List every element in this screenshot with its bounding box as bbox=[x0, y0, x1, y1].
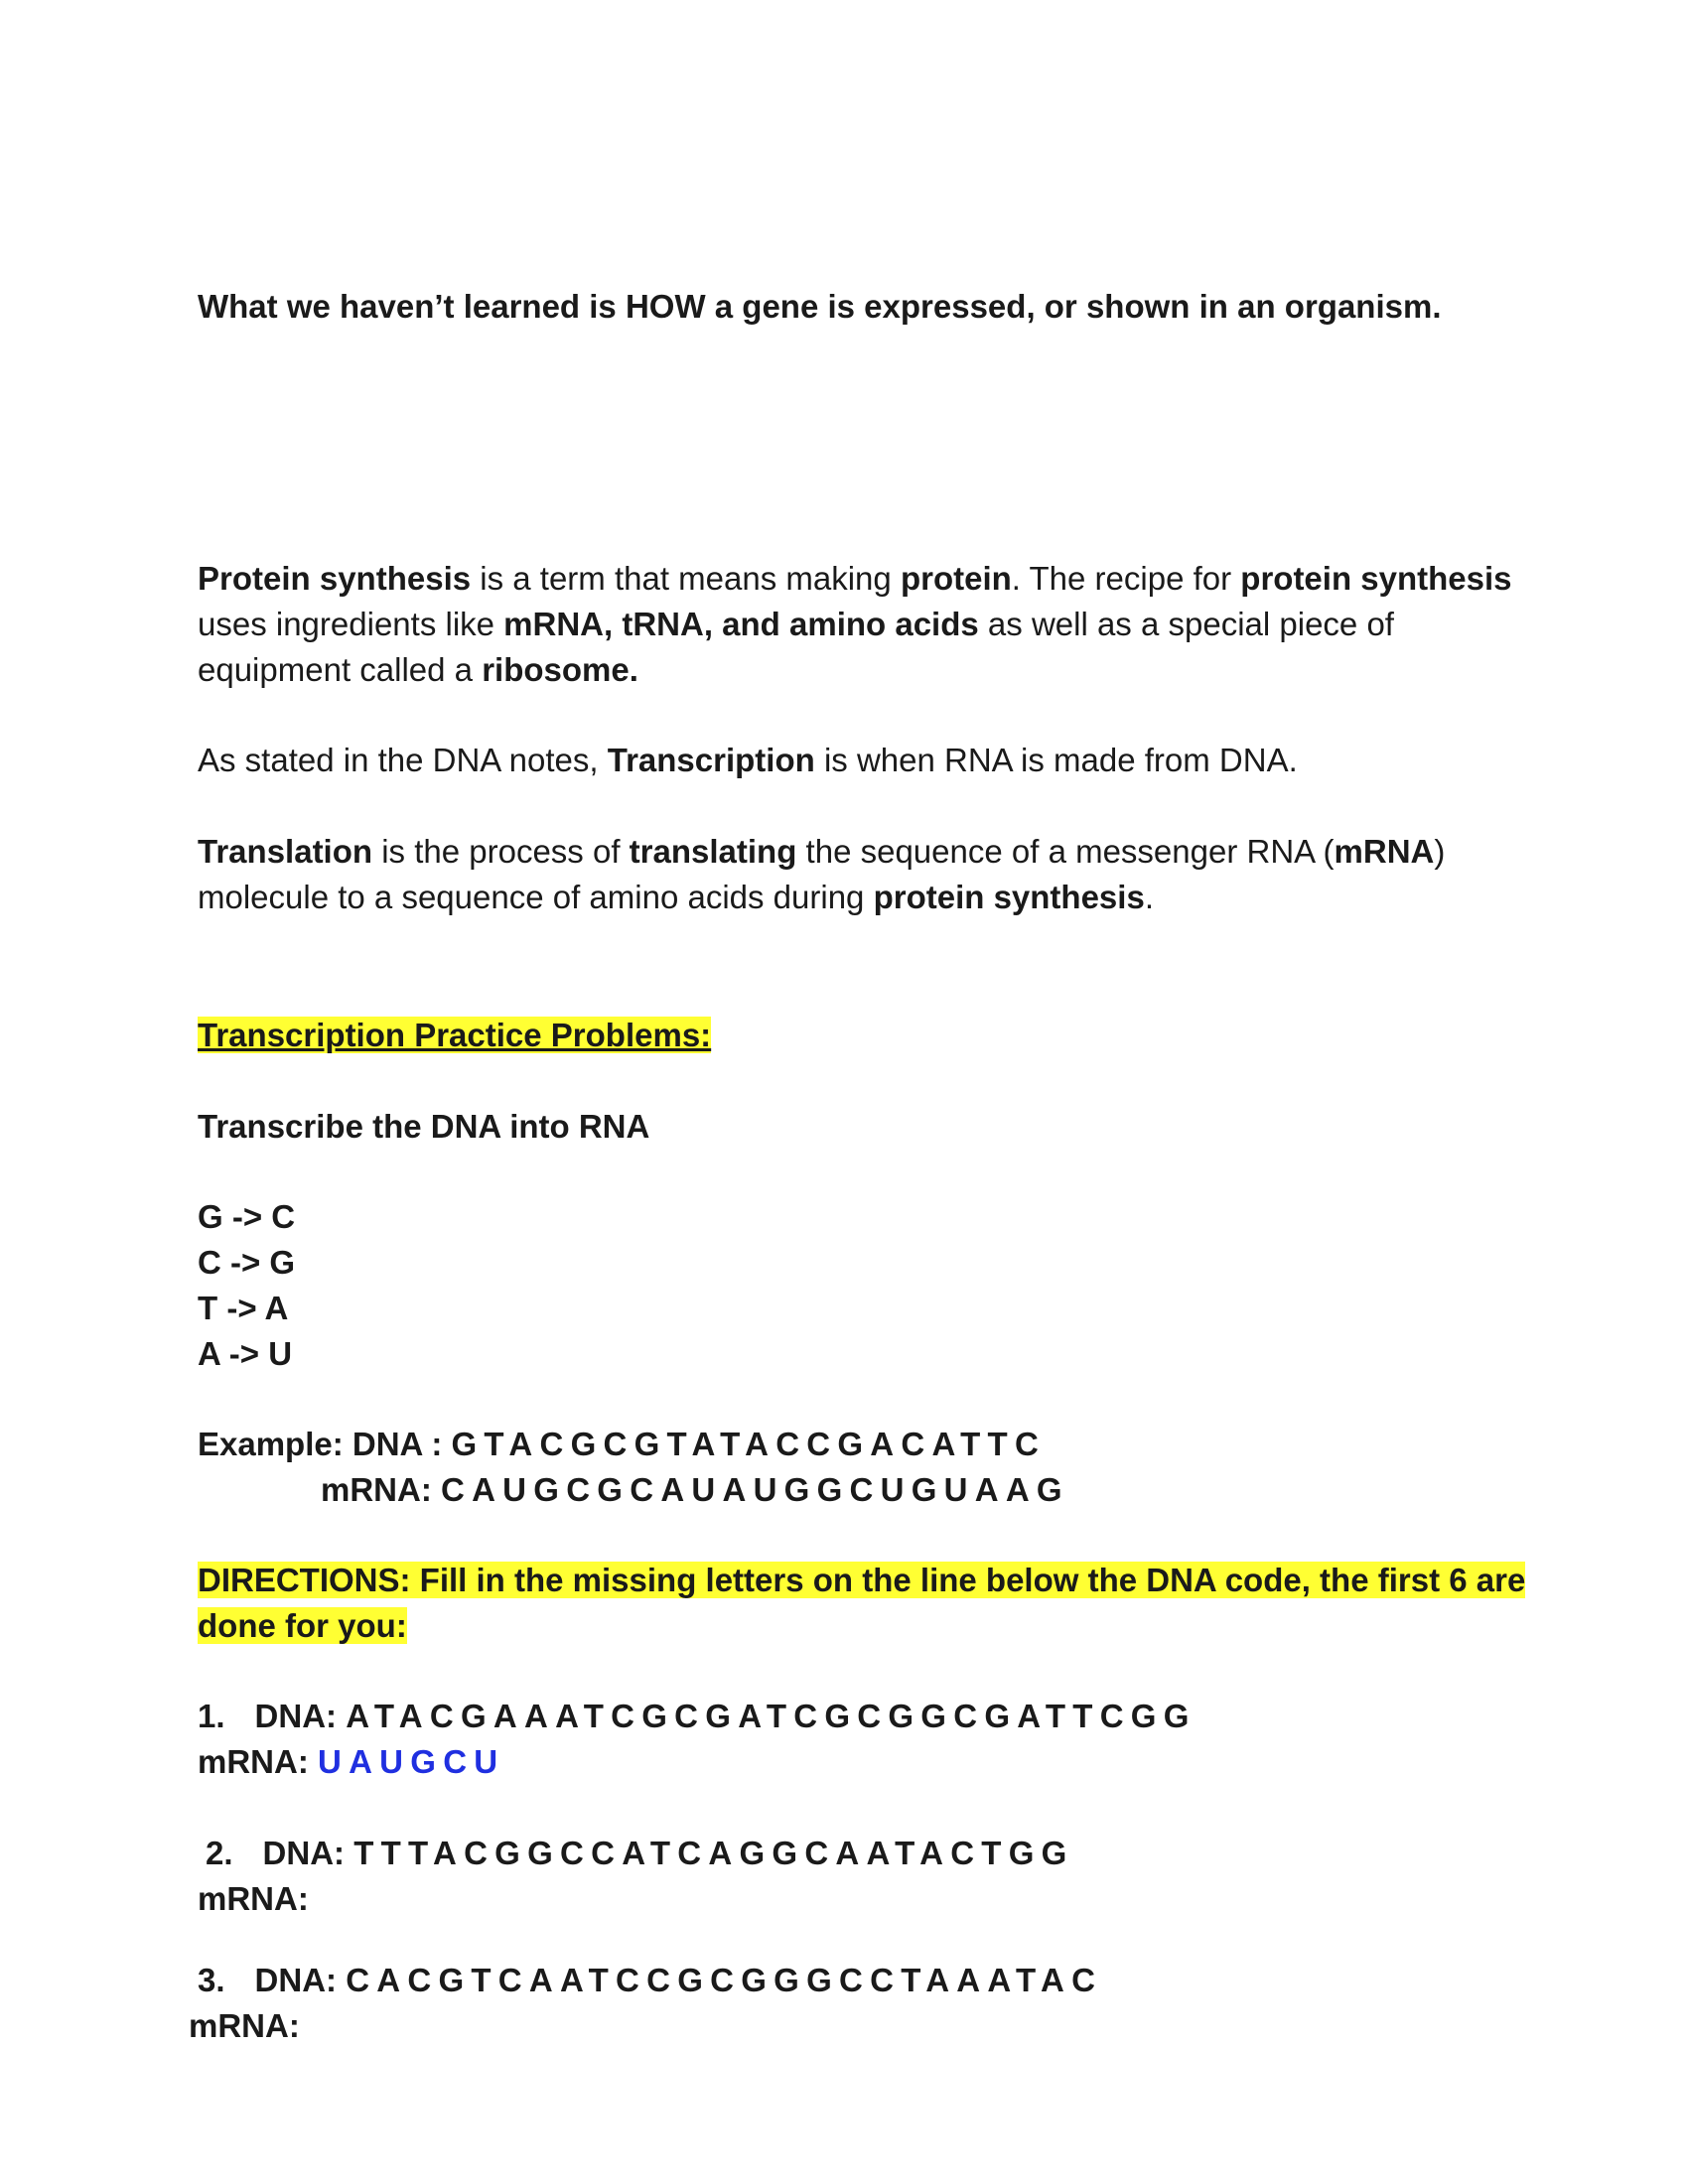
term-transcription: Transcription bbox=[607, 742, 815, 778]
problem-3-dna-sequence: CACGTCAATCCGCGGGCCTAAATAC bbox=[346, 1962, 1103, 1998]
example-mrna-line bbox=[321, 1467, 1069, 1513]
problem-mrna-label: mRNA: bbox=[198, 1880, 309, 1917]
problem-number: 2. bbox=[206, 1835, 233, 1871]
directions-line-2 bbox=[198, 1603, 407, 1649]
problem-1-dna-line bbox=[198, 1694, 1196, 1739]
term-ribosome: ribosome. bbox=[482, 651, 638, 688]
translation-paragraph-line-2 bbox=[198, 875, 1154, 920]
directions-line-1 bbox=[198, 1558, 1525, 1603]
text: uses ingredients like bbox=[198, 606, 504, 642]
term-translation: Translation bbox=[198, 833, 373, 870]
problem-1-mrna-answer[interactable]: UAUGCU bbox=[318, 1743, 505, 1780]
problem-1-dna-sequence: ATACGAAATCGCGATCGCGGCGATTCGG bbox=[346, 1698, 1196, 1734]
term-protein-synthesis: protein synthesis bbox=[873, 879, 1145, 915]
transcription-paragraph bbox=[198, 738, 1298, 783]
problem-2-mrna-line bbox=[198, 1876, 309, 1922]
example-mrna-label: mRNA: bbox=[321, 1471, 441, 1508]
term-protein-synthesis: protein synthesis bbox=[1240, 560, 1512, 597]
term-protein: protein bbox=[900, 560, 1012, 597]
practice-heading bbox=[198, 1013, 711, 1058]
example-dna-label: Example: DNA : bbox=[198, 1426, 452, 1462]
problem-mrna-label: mRNA: bbox=[189, 2007, 300, 2044]
rule-a-to-u: A -> U bbox=[198, 1335, 293, 1372]
text: is a term that means making bbox=[471, 560, 901, 597]
example-dna-line bbox=[198, 1422, 1046, 1467]
problem-dna-label: DNA: bbox=[254, 1962, 347, 1998]
term-ingredients: mRNA, tRNA, and amino acids bbox=[503, 606, 979, 642]
intro-headline: What we haven’t learned is HOW a gene is expressed, or shown in an organism. bbox=[198, 288, 1442, 325]
rule-t-to-a: T -> A bbox=[198, 1290, 289, 1326]
term-translating: translating bbox=[629, 833, 797, 870]
practice-instruction: Transcribe the DNA into RNA bbox=[198, 1108, 650, 1145]
problem-number: 1. bbox=[198, 1698, 225, 1734]
protein-paragraph-line-1 bbox=[198, 556, 1512, 602]
text: is when RNA is made from DNA. bbox=[814, 742, 1298, 778]
term-mrna: mRNA bbox=[1334, 833, 1435, 870]
problem-dna-label: DNA: bbox=[254, 1698, 347, 1734]
text: ) bbox=[1434, 833, 1446, 870]
problem-mrna-label: mRNA: bbox=[198, 1743, 318, 1780]
problem-number: 3. bbox=[198, 1962, 225, 1998]
directions-text-2: done for you: bbox=[198, 1607, 407, 1644]
translation-paragraph-line-1 bbox=[198, 829, 1445, 875]
text: as well as a special piece of bbox=[978, 606, 1394, 642]
problem-2-dna-line bbox=[206, 1831, 1074, 1876]
text: As stated in the DNA notes, bbox=[198, 742, 608, 778]
text: is the process of bbox=[372, 833, 630, 870]
problem-2-dna-sequence: TTTACGGCCATCAGGCAATACTGG bbox=[353, 1835, 1074, 1871]
term-protein-synthesis: Protein synthesis bbox=[198, 560, 472, 597]
problem-3-dna-line bbox=[198, 1958, 1102, 2003]
example-dna-sequence: GTACGCGTATACCGACATTC bbox=[451, 1426, 1047, 1462]
problem-dna-label: DNA: bbox=[262, 1835, 354, 1871]
example-mrna-sequence: CAUGCGCAUAUGGCUGUAAG bbox=[441, 1471, 1069, 1508]
text: . The recipe for bbox=[1011, 560, 1241, 597]
rule-c-to-g: C -> G bbox=[198, 1244, 296, 1281]
text: molecule to a sequence of amino acids during bbox=[198, 879, 874, 915]
practice-heading-text: Transcription Practice Problems: bbox=[198, 1017, 712, 1053]
text: . bbox=[1144, 879, 1154, 915]
rule-g-to-c: G -> C bbox=[198, 1198, 296, 1235]
protein-paragraph-line-2 bbox=[198, 602, 1394, 647]
protein-paragraph-line-3 bbox=[198, 647, 638, 693]
text: the sequence of a messenger RNA ( bbox=[796, 833, 1335, 870]
problem-1-mrna-line bbox=[198, 1739, 504, 1785]
directions-text-1: DIRECTIONS: Fill in the missing letters on the line below the DNA code, the first 6 are bbox=[198, 1562, 1526, 1598]
problem-3-mrna-line bbox=[189, 2003, 300, 2049]
text: equipment called a bbox=[198, 651, 483, 688]
